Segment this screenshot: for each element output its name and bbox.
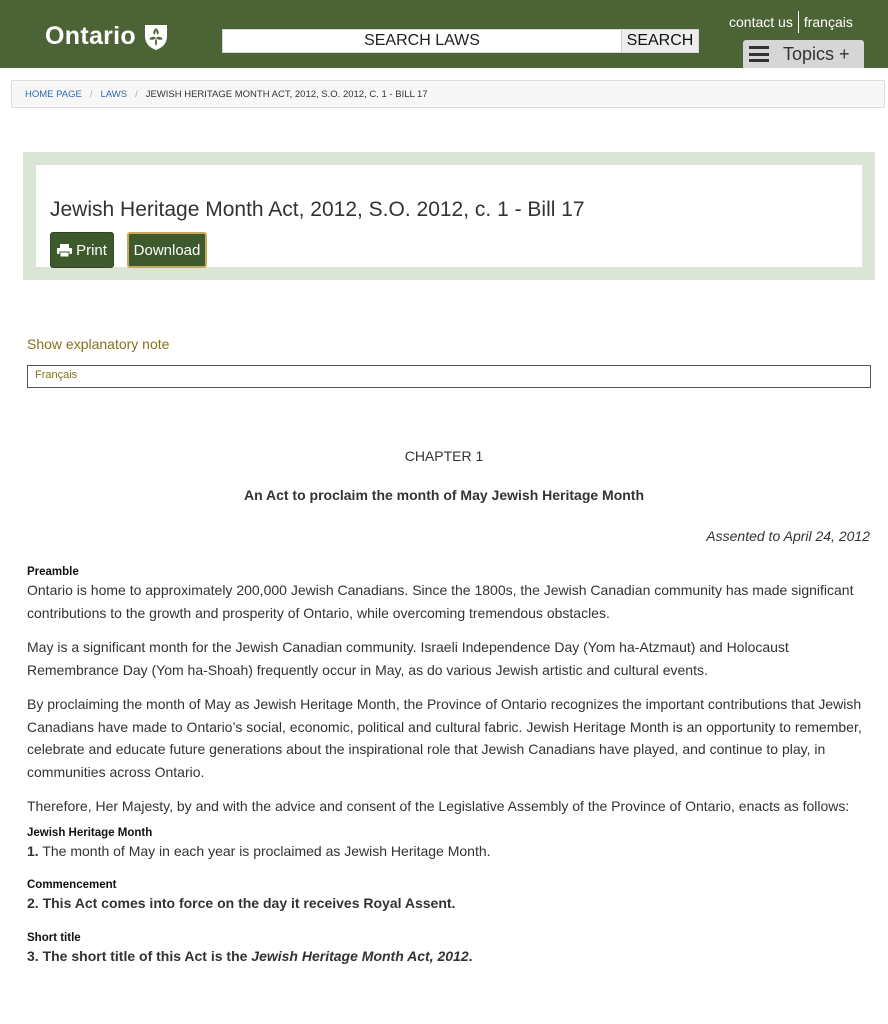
section-heading: Jewish Heritage Month xyxy=(27,826,153,839)
download-button[interactable]: Download xyxy=(127,232,207,268)
section-number: 1. xyxy=(27,842,39,859)
assent-date: Assented to April 24, 2012 xyxy=(706,528,870,544)
short-title-italic: Jewish Heritage Month Act, 2012 xyxy=(251,947,469,964)
breadcrumb-separator: / xyxy=(135,88,138,100)
site-header xyxy=(0,0,888,68)
section-heading: Short title xyxy=(27,931,81,944)
preamble-paragraph: May is a significant month for the Jewish Canadian community. Israeli Independence Day (Yom ha-Atzmaut) and Holocaust Remembrance Day (Yom ha-Shoah) frequently occur in May, as do various Jewish artistic and cultural events. xyxy=(27,639,789,678)
francais-link[interactable]: Français xyxy=(35,369,78,381)
chapter-heading: CHAPTER 1 xyxy=(404,448,484,464)
preamble-paragraph: Ontario is home to approximately 200,000 Jewish Canadians. Since the 1800s, the Jewish Canadian community has made significant contributions to the growth and prosperity of Ontario, while overcoming tremendous obstacles. xyxy=(27,582,854,621)
act-body xyxy=(27,565,872,979)
search-input[interactable] xyxy=(223,30,621,52)
show-explanatory-note-link[interactable]: Show explanatory note xyxy=(27,336,170,352)
preamble-paragraph: By proclaiming the month of May as Jewish Heritage Month, the Province of Ontario recognizes the important contributions that Jewish Canadians have made to Ontario’s social, economic, political and cultural fabric. Jewish Heritage Month is an opportunity to remember, celebrate and educate future generations about the inspirational role that Jewish Canadians have played, and continue to play, in communities across Ontario. xyxy=(27,696,862,780)
topics-button[interactable] xyxy=(743,40,864,68)
print-button[interactable] xyxy=(50,232,114,268)
breadcrumb-separator: / xyxy=(89,88,93,100)
act-title-panel xyxy=(23,152,875,280)
search-bar xyxy=(222,29,699,53)
section-end: . xyxy=(468,947,473,964)
act-title-inner xyxy=(36,165,862,267)
breadcrumb-current: JEWISH HERITAGE MONTH ACT, 2012, S.O. 2012, C. 1 - BILL 17 xyxy=(145,88,428,100)
page-title: Jewish Heritage Month Act, 2012, S.O. 2012, c. 1 - Bill 17 xyxy=(50,198,585,221)
preamble-paragraph: Therefore, Her Majesty, by and with the advice and consent of the Legislative Assembly of the Province of Ontario, enacts as follows: xyxy=(27,798,850,814)
section-1 xyxy=(27,840,872,863)
section-2 xyxy=(27,892,872,915)
trillium-icon xyxy=(140,20,172,52)
section-text: The month of May in each year is proclaimed as Jewish Heritage Month. xyxy=(38,842,491,859)
preamble-heading: Preamble xyxy=(27,566,79,578)
breadcrumb-home-link[interactable]: HOME PAGE xyxy=(25,88,82,100)
link-divider xyxy=(798,11,799,33)
francais-bar xyxy=(27,365,871,388)
section-text: The short title of this Act is the xyxy=(38,947,252,964)
print-label: Print xyxy=(76,241,107,259)
section-text: This Act comes into force on the day it receives Royal Assent. xyxy=(38,895,456,911)
printer-icon xyxy=(57,244,72,257)
section-number: 3. xyxy=(27,947,39,964)
language-toggle-link[interactable]: français xyxy=(803,14,853,30)
section-heading: Commencement xyxy=(27,879,117,891)
breadcrumb xyxy=(11,80,885,108)
breadcrumb-laws-link[interactable]: LAWS xyxy=(100,88,128,100)
hamburger-menu-icon xyxy=(749,46,769,62)
section-number: 2. xyxy=(27,895,39,911)
act-long-title: An Act to proclaim the month of May Jewish Heritage Month xyxy=(243,487,645,503)
section-3 xyxy=(27,945,872,968)
logo-text: Ontario xyxy=(45,21,136,50)
contact-us-link[interactable]: contact us xyxy=(729,14,793,30)
topics-label: Topics + xyxy=(783,43,850,64)
ontario-logo[interactable] xyxy=(45,20,172,52)
top-links xyxy=(729,11,853,33)
search-button[interactable]: SEARCH xyxy=(621,30,698,52)
